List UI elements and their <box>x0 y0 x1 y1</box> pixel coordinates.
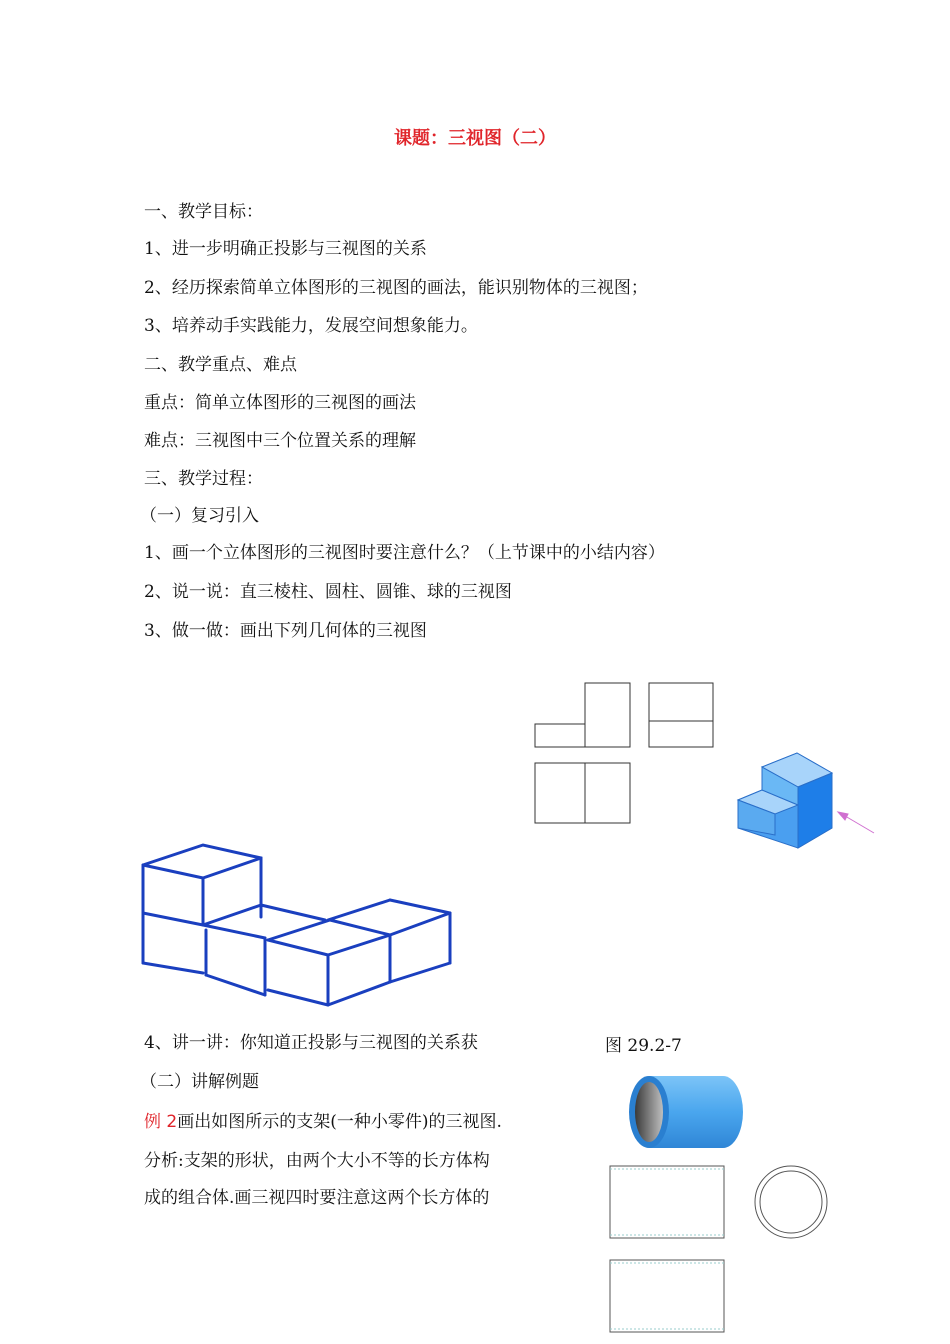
figure-caption: 图 29.2-7 <box>605 1036 682 1056</box>
review-item-3: 3、做一做：画出下列几何体的三视图 <box>144 621 427 641</box>
goal-3: 3、培养动手实践能力，发展空间想象能力。 <box>144 316 478 336</box>
section-key-points-heading: 二、教学重点、难点 <box>144 355 297 375</box>
side-view <box>649 683 713 747</box>
analysis-line-2: 成的组合体.画三视四时要注意这两个长方体的 <box>144 1188 490 1208</box>
page-title: 课题：三视图（二） <box>394 128 556 149</box>
front-view <box>535 683 630 747</box>
goal-2: 2、经历探索简单立体图形的三视图的画法，能识别物体的三视图； <box>144 278 648 298</box>
cylinder-solid <box>629 1076 743 1148</box>
analysis-line-1: 分析:支架的形状，由两个大小不等的长方体构 <box>144 1151 490 1171</box>
section-process-heading: 三、教学过程： <box>144 469 263 489</box>
review-item-1: 1、画一个立体图形的三视图时要注意什么？（上节课中的小结内容） <box>144 543 665 563</box>
top-view <box>535 763 630 823</box>
goal-1: 1、进一步明确正投影与三视图的关系 <box>144 239 427 259</box>
cylinder-top-view <box>610 1260 724 1332</box>
review-item-2: 2、说一说：直三棱柱、圆柱、圆锥、球的三视图 <box>144 582 512 602</box>
arrow-icon <box>838 812 874 833</box>
key-point: 重点：简单立体图形的三视图的画法 <box>144 393 416 413</box>
step-solid <box>738 753 832 848</box>
three-view-figure <box>530 680 890 860</box>
cylinder-side-view <box>755 1166 827 1238</box>
review-item-4: 4、讲一讲：你知道正投影与三视图的关系获 <box>144 1033 478 1053</box>
section-goals-heading: 一、教学目标： <box>144 202 263 222</box>
example-2 <box>144 1110 502 1134</box>
cylinder-front-view <box>610 1166 724 1238</box>
difficult-point: 难点：三视图中三个位置关系的理解 <box>144 431 416 451</box>
example-text: 画出如图所示的支架(一种小零件)的三视图. <box>177 1112 502 1132</box>
cylinder-figure <box>605 1070 835 1338</box>
cube-stack-figure <box>140 840 460 1015</box>
subsection-examples: （二）讲解例题 <box>140 1072 259 1092</box>
example-label: 例 2 <box>144 1112 178 1132</box>
subsection-review: （一）复习引入 <box>140 506 259 526</box>
